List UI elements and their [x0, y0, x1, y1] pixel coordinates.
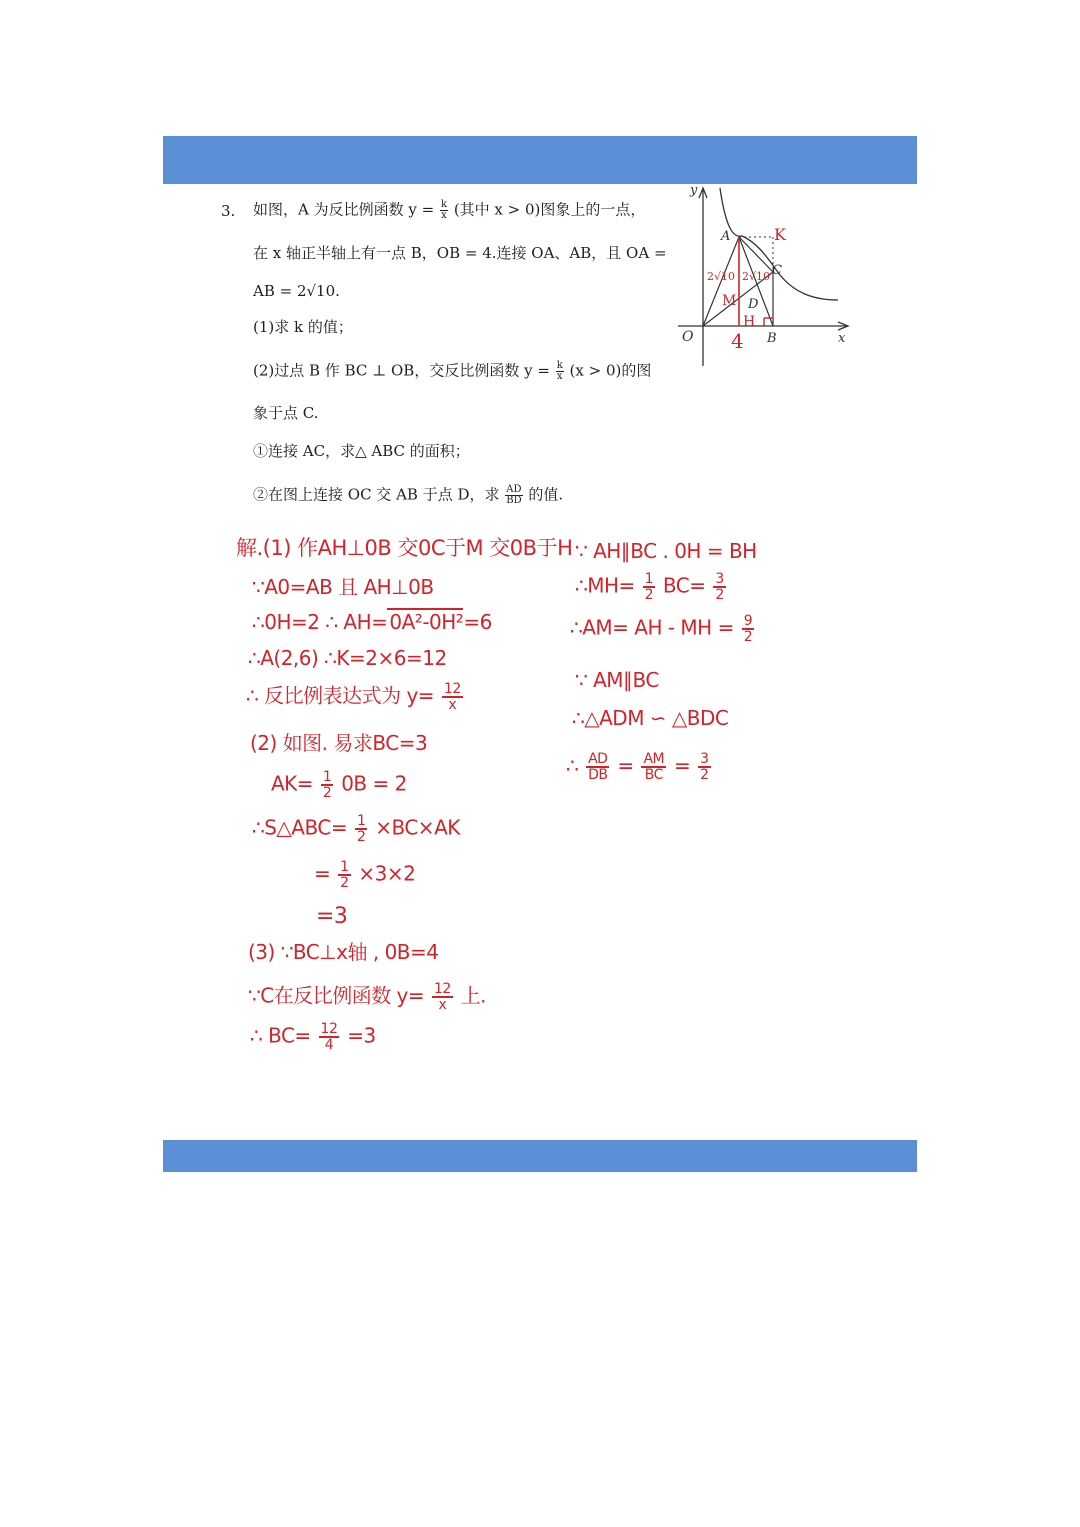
- problem-part-2-cont: 象于点 C.: [253, 404, 319, 422]
- label-y: y: [690, 183, 698, 198]
- header-band: [163, 136, 917, 184]
- solution-right-line-6: ∴ $\frac{AD}{DB}$ = $\frac{AM}{BC}$ = $\frac{3}{2}$: [566, 751, 709, 783]
- solution-line-6: (2) 如图. 易求BC=3: [250, 731, 428, 755]
- problem-sub-2: ②在图上连接 OC 交 AB 于点 D，求 $\frac{AD}{BD}$ 的值.: [253, 484, 564, 506]
- solution-line-12: ∵C在反比例函数 y= $\frac{12}{x}$ 上.: [248, 981, 487, 1013]
- label-d: D: [748, 297, 759, 312]
- label-four: 4: [731, 329, 744, 353]
- solution-line-3: ∴0H=2 ∴ AH= 0A²-0H²=6: [252, 610, 492, 634]
- problem-line-3: AB = 2√10.: [253, 282, 340, 300]
- solution-line-11: (3) ∵BC⊥x轴 , 0B=4: [248, 940, 439, 964]
- ad-over-bd-fraction: $\frac{AD}{BD}$: [506, 484, 522, 506]
- solution-line-5: ∴ 反比例表达式为 y= $\frac{12}{x}$: [246, 681, 461, 713]
- label-k: K: [774, 225, 786, 244]
- label-m: M: [722, 293, 737, 309]
- problem-sub-1: ①连接 AC，求△ ABC 的面积；: [253, 442, 470, 460]
- geometry-figure: [670, 180, 860, 370]
- problem-line-2: 在 x 轴正半轴上有一点 B，OB = 4.连接 OA、AB，且 OA =: [253, 244, 667, 262]
- solution-line-8: ∴S△ABC= $\frac{1}{2}$ ×BC×AK: [252, 813, 460, 845]
- solution-line-2: ∵A0=AB 且 AH⊥0B: [252, 575, 434, 599]
- solution-line-9: = $\frac{1}{2}$ ×3×2: [314, 859, 416, 891]
- problem-number: 3.: [221, 202, 236, 220]
- solution-right-line-5: ∴△ADM ∽ △BDC: [572, 706, 729, 730]
- label-c: C: [772, 263, 782, 278]
- label-o: O: [682, 329, 694, 345]
- segment-ac: [739, 237, 773, 272]
- label-a: A: [721, 229, 731, 244]
- label-x: x: [838, 331, 846, 346]
- solution-line-13: ∴ BC= $\frac{12}{4}$ =3: [250, 1021, 376, 1053]
- label-root-oa: 2√10: [707, 270, 736, 283]
- label-h: H: [743, 314, 756, 330]
- problem-line-1: 如图，A 为反比例函数 y = $\frac{k}{x}$ (其中 x > 0)图象上的一点，: [253, 199, 646, 221]
- problem-part-1: (1)求 k 的值；: [253, 318, 353, 336]
- problem-part-2: (2)过点 B 作 BC ⊥ OB，交反比例函数 y = $\frac{k}{x}$ (x > 0)的图: [253, 360, 652, 382]
- hyperbola-curve: [720, 188, 838, 300]
- footer-band: [163, 1140, 917, 1172]
- solution-right-line-4: ∵ AM∥BC: [575, 668, 659, 692]
- solution-line-7: AK= $\frac{1}{2}$ 0B = 2: [271, 769, 407, 801]
- solution-right-line-3: ∴AM= AH - MH = $\frac{9}{2}$: [570, 613, 753, 645]
- k-over-x-fraction-2: $\frac{k}{x}$: [556, 360, 563, 382]
- solution-line-10: =3: [316, 904, 348, 929]
- solution-line-1: 解.(1) 作AH⊥0B 交0C于M 交0B于H: [236, 536, 573, 560]
- solution-right-line-1: ∵ AH∥BC . 0H = BH: [575, 539, 757, 563]
- solution-line-4: ∴A(2,6) ∴K=2×6=12: [248, 646, 447, 670]
- k-over-x-fraction: $\frac{k}{x}$: [440, 199, 448, 221]
- label-root-ab: 2√10: [742, 270, 771, 283]
- label-b: B: [767, 331, 777, 346]
- solution-right-line-2: ∴MH= $\frac{1}{2}$ BC= $\frac{3}{2}$: [575, 571, 724, 603]
